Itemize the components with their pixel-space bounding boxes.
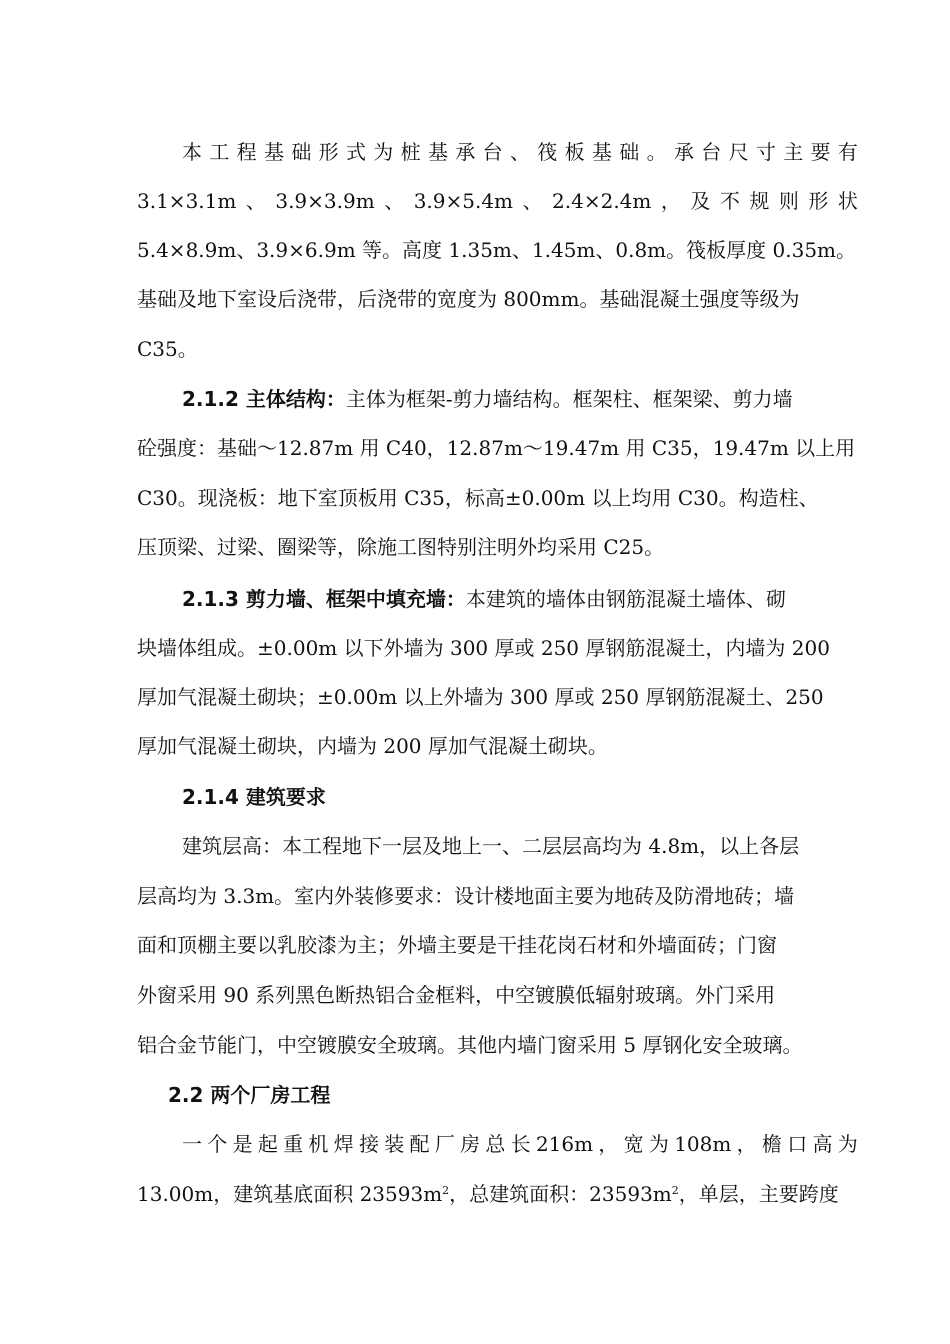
section-2-1-4-heading-line	[0, 773, 950, 822]
justified-token: 基	[263, 140, 284, 164]
justified-token: 起	[257, 1132, 278, 1156]
section-2-1-3-line-4	[0, 722, 950, 771]
justified-token: 3.1×3.1m	[137, 189, 237, 213]
justified-token: 高	[812, 1132, 833, 1156]
superscript-2: 2	[671, 1184, 679, 1197]
justified-token: 重	[283, 1132, 304, 1156]
justified-token: 工	[209, 140, 230, 164]
justified-token: 式	[345, 140, 366, 164]
paragraph-1-line-3-text: 5.4×8.9m、3.9×6.9m 等。高度 1.35m、1.45m、0.8m。筏板厚度 0.35m。	[137, 238, 857, 262]
justified-token: 础	[291, 140, 312, 164]
section-2-2-line-1	[0, 1120, 950, 1169]
section-2-2-line-2-text-c: ，单层，主要跨度	[678, 1182, 839, 1206]
justified-token: 有	[837, 140, 858, 164]
justified-token: 台	[701, 140, 722, 164]
justified-token: 216m	[535, 1132, 594, 1156]
section-2-1-2-line-1-text: 主体为框架-剪力墙结构。框架柱、框架梁、剪力墙	[345, 387, 793, 411]
section-2-1-3-line-3-text: 厚加气混凝土砌块；±0.00m 以上外墙为 300 厚或 250 厚钢筋混凝土、250	[137, 685, 824, 709]
justified-token: 3.9×3.9m	[275, 189, 375, 213]
section-2-1-3-line-3	[0, 673, 950, 722]
justified-token: 配	[409, 1132, 430, 1156]
justified-token: 108m	[674, 1132, 732, 1156]
section-2-1-3-line-1	[0, 575, 950, 624]
section-2-1-3-heading: 2.1.3 剪力墙、框架中填充墙：	[182, 587, 466, 611]
section-2-1-3-line-4-text: 厚加气混凝土砌块，内墙为 200 厚加气混凝土砌块。	[137, 734, 608, 758]
section-2-1-4-line-2	[0, 872, 950, 921]
section-2-1-4-line-5	[0, 1021, 950, 1070]
justified-token: 檐	[761, 1132, 782, 1156]
paragraph-1-line-5-text: C35。	[137, 337, 198, 361]
justified-token: 桩	[400, 140, 421, 164]
justified-token: ，	[598, 1132, 619, 1156]
justified-token: 口	[787, 1132, 808, 1156]
justified-token: 本	[182, 140, 202, 164]
justified-token: 程	[236, 140, 257, 164]
section-2-2-line-2-text-b: ，总建筑面积：23593m	[449, 1182, 672, 1206]
justified-token: 及	[690, 189, 711, 213]
justified-token: 形	[808, 189, 829, 213]
justified-token: 形	[318, 140, 339, 164]
justified-token: 则	[778, 189, 799, 213]
superscript-2: 2	[442, 1184, 450, 1197]
justified-token: 为	[373, 140, 394, 164]
paragraph-1-line-4	[0, 275, 950, 324]
section-2-1-4-line-4-text: 外窗采用 90 系列黑色断热铝合金框料，中空镀膜低辐射玻璃。外门采用	[137, 983, 776, 1007]
justified-token: 础	[619, 140, 640, 164]
justified-token: 不	[719, 189, 740, 213]
justified-token: 寸	[755, 140, 776, 164]
paragraph-1-line-1	[0, 128, 950, 177]
section-2-1-2-line-1	[0, 375, 950, 424]
section-2-2-heading-line	[0, 1071, 950, 1120]
justified-token: 要	[810, 140, 831, 164]
paragraph-1-line-4-text: 基础及地下室设后浇带，后浇带的宽度为 800mm。基础混凝土强度等级为	[137, 287, 800, 311]
section-2-2-line-2	[0, 1170, 950, 1219]
section-2-1-4-line-1-text: 建筑层高：本工程地下一层及地上一、二层层高均为 4.8m，以上各层	[182, 834, 800, 858]
section-2-1-3-line-2-text: 块墙体组成。±0.00m 以下外墙为 300 厚或 250 厚钢筋混凝土，内墙为 200	[137, 636, 830, 660]
section-2-1-4-heading: 2.1.4 建筑要求	[182, 785, 326, 809]
section-2-1-2-line-4	[0, 523, 950, 572]
justified-token: 宽	[623, 1132, 644, 1156]
justified-token: 、	[522, 189, 543, 213]
justified-token: 、	[245, 189, 266, 213]
section-2-1-4-line-1	[0, 822, 950, 871]
justified-token: 筏	[537, 140, 558, 164]
section-2-1-2-line-4-text: 压顶梁、过梁、圈梁等，除施工图特别注明外均采用 C25。	[137, 535, 665, 559]
paragraph-1-line-3	[0, 226, 950, 275]
section-2-1-3-line-1-text: 本建筑的墙体由钢筋混凝土墙体、砌	[465, 587, 786, 611]
justified-token: 为	[837, 1132, 858, 1156]
justified-token: 2.4×2.4m	[552, 189, 652, 213]
justified-token: 总	[485, 1132, 506, 1156]
justified-token: 主	[783, 140, 804, 164]
justified-token: 基	[427, 140, 448, 164]
justified-token: 规	[749, 189, 770, 213]
justified-token: 、	[509, 140, 530, 164]
section-2-2-line-2-text-a: 13.00m，建筑基底面积 23593m	[137, 1182, 443, 1206]
justified-token: 机	[308, 1132, 329, 1156]
justified-token: 接	[358, 1132, 379, 1156]
justified-token: 承	[673, 140, 694, 164]
justified-token: 尺	[728, 140, 749, 164]
justified-token: 3.9×5.4m	[413, 189, 514, 213]
section-2-1-4-line-3	[0, 921, 950, 970]
justified-token: 状	[837, 189, 858, 213]
justified-token: 。	[646, 140, 667, 164]
justified-token: 一	[182, 1132, 202, 1156]
justified-token: ，	[736, 1132, 757, 1156]
justified-token: 基	[591, 140, 612, 164]
section-2-1-2-line-2	[0, 424, 950, 473]
section-2-1-4-line-3-text: 面和顶棚主要以乳胶漆为主；外墙主要是干挂花岗石材和外墙面砖；门窗	[137, 933, 777, 957]
justified-token: 承	[455, 140, 476, 164]
section-2-2-heading: 2.2 两个厂房工程	[168, 1083, 331, 1107]
justified-token: ，	[660, 189, 681, 213]
justified-token: 房	[460, 1132, 481, 1156]
justified-token: 板	[564, 140, 585, 164]
section-2-1-4-line-4	[0, 971, 950, 1020]
paragraph-1-line-2	[0, 177, 950, 226]
section-2-1-4-line-5-text: 铝合金节能门，中空镀膜安全玻璃。其他内墙门窗采用 5 厚钢化安全玻璃。	[137, 1033, 803, 1057]
section-2-1-3-line-2	[0, 624, 950, 673]
section-2-1-2-heading: 2.1.2 主体结构：	[182, 387, 346, 411]
justified-token: 、	[384, 189, 405, 213]
section-2-1-2-line-2-text: 砼强度：基础～12.87m 用 C40，12.87m～19.47m 用 C35，19.47m 以上用	[137, 436, 856, 460]
justified-token: 装	[384, 1132, 405, 1156]
justified-token: 为	[648, 1132, 669, 1156]
justified-token: 厂	[434, 1132, 455, 1156]
section-2-1-4-line-2-text: 层高均为 3.3m。室内外装修要求：设计楼地面主要为地砖及防滑地砖；墙	[137, 884, 795, 908]
justified-token: 焊	[333, 1132, 354, 1156]
justified-token: 个	[207, 1132, 228, 1156]
justified-token: 是	[232, 1132, 253, 1156]
justified-token: 台	[482, 140, 503, 164]
section-2-1-2-line-3-text: C30。现浇板：地下室顶板用 C35，标高±0.00m 以上均用 C30。构造柱、	[137, 486, 819, 510]
section-2-1-2-line-3	[0, 474, 950, 523]
paragraph-1-line-5	[0, 325, 950, 374]
justified-token: 长	[510, 1132, 531, 1156]
